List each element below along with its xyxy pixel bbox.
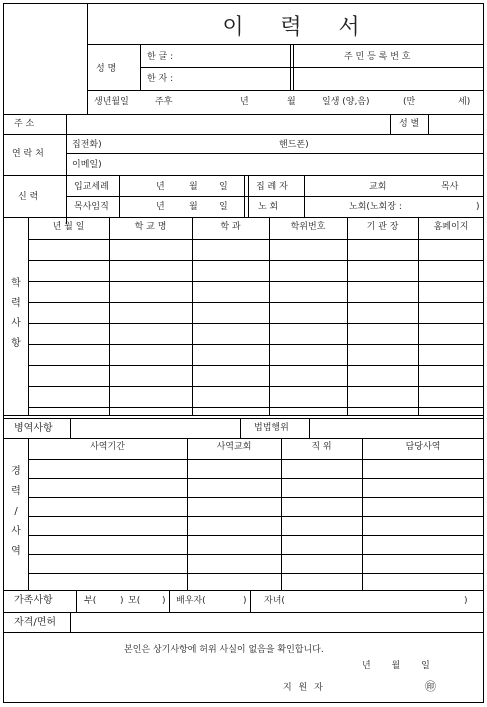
spouse-close: ) bbox=[243, 596, 247, 606]
footer-date: 년 월 일 bbox=[362, 661, 430, 671]
military-top-line-2 bbox=[4, 418, 484, 419]
email-label: 이메일) bbox=[72, 160, 102, 170]
education-top-line bbox=[4, 217, 484, 218]
edu-col-line bbox=[192, 217, 193, 415]
contact-row-divider bbox=[66, 153, 484, 154]
career-header-3: 담당사역 bbox=[405, 442, 441, 452]
career-label-1: 경 bbox=[11, 466, 21, 477]
career-row-line bbox=[28, 554, 484, 555]
edu-row-line bbox=[28, 281, 484, 282]
title-char-1: 이 bbox=[222, 15, 244, 40]
children-close: ) bbox=[464, 596, 468, 606]
church-label: 교회 bbox=[369, 182, 387, 192]
birth-age-open: (만 bbox=[403, 97, 416, 107]
confirmation-statement: 본인은 상기사항에 허위 사실이 없음을 확인합니다. bbox=[124, 645, 324, 655]
military-top-line bbox=[4, 415, 484, 416]
edu-row-line bbox=[28, 344, 484, 345]
children-divider bbox=[250, 590, 251, 612]
birth-zodiac: 주후 bbox=[155, 97, 173, 107]
career-header-0: 사역기간 bbox=[90, 442, 125, 452]
legal-label: 법법행위 bbox=[254, 423, 289, 433]
edu-row-line bbox=[28, 365, 484, 366]
career-col-line bbox=[187, 438, 188, 590]
presbytery-close: ) bbox=[476, 202, 480, 212]
career-col-line bbox=[362, 438, 363, 590]
name-label: 성 명 bbox=[96, 64, 117, 74]
address-label: 주 소 bbox=[14, 119, 35, 129]
career-label-2: 력 bbox=[11, 486, 21, 497]
edu-row-line bbox=[28, 323, 484, 324]
edu-col-line bbox=[418, 217, 419, 415]
mobile-label: 핸드폰) bbox=[279, 140, 309, 150]
resident-divider-2 bbox=[293, 44, 294, 90]
career-col-line bbox=[281, 438, 282, 590]
gender-input[interactable] bbox=[432, 118, 480, 132]
edu-label-4: 항 bbox=[11, 338, 21, 349]
birth-day-type: 일생 (양,음) bbox=[322, 97, 370, 107]
career-top-line bbox=[4, 438, 484, 439]
ordination-month: 월 bbox=[189, 202, 198, 212]
edu-col-line bbox=[269, 217, 270, 415]
page-title bbox=[204, 10, 378, 41]
gender-divider-right bbox=[428, 114, 429, 134]
career-header-1: 사역교회 bbox=[216, 442, 252, 452]
career-row-line bbox=[28, 573, 484, 574]
resident-no-label: 주 민 등 록 번 호 bbox=[344, 52, 411, 62]
career-row-line bbox=[28, 516, 484, 517]
edu-row-line bbox=[28, 239, 484, 240]
license-top-line bbox=[4, 612, 484, 613]
resume-form bbox=[3, 3, 484, 703]
faith-row-divider bbox=[66, 196, 484, 197]
name-hangul-input[interactable] bbox=[184, 50, 284, 64]
title-char-2: 력 bbox=[280, 15, 302, 40]
edu-header-2: 학 과 bbox=[220, 222, 241, 232]
baptism-year: 년 bbox=[156, 182, 165, 192]
family-divider bbox=[76, 590, 77, 612]
career-row-line bbox=[28, 497, 484, 498]
career-row-line bbox=[28, 459, 484, 460]
gender-label: 성 별 bbox=[399, 119, 420, 129]
resident-no-input[interactable] bbox=[304, 72, 474, 86]
ordination-year: 년 bbox=[156, 202, 165, 212]
baptism-month: 월 bbox=[189, 182, 198, 192]
legal-input[interactable] bbox=[314, 421, 479, 435]
license-label: 자격/면허 bbox=[14, 617, 57, 628]
edu-row-line bbox=[28, 302, 484, 303]
resident-divider bbox=[290, 44, 291, 90]
footer-top-line bbox=[4, 632, 484, 633]
edu-col-line bbox=[347, 217, 348, 415]
legal-divider-left bbox=[240, 418, 241, 438]
spouse-label: 배우자( bbox=[176, 596, 206, 606]
license-divider bbox=[70, 612, 71, 632]
military-divider bbox=[70, 418, 71, 438]
birth-month: 월 bbox=[287, 97, 296, 107]
birth-year: 년 bbox=[240, 97, 249, 107]
license-input[interactable] bbox=[76, 615, 476, 629]
photo-box-border bbox=[87, 4, 88, 114]
father-label: 부( bbox=[84, 596, 97, 606]
career-label-3: / bbox=[14, 506, 18, 517]
pastor-ordination-label: 목사임직 bbox=[74, 202, 109, 212]
military-input[interactable] bbox=[74, 421, 234, 435]
children-label: 자녀( bbox=[264, 596, 285, 606]
contact-label: 연 락 처 bbox=[12, 149, 44, 159]
edu-header-1: 학 교 명 bbox=[134, 222, 167, 232]
edu-col-line bbox=[109, 217, 110, 415]
edu-header-5: 홈페이지 bbox=[433, 222, 469, 232]
legal-divider-right bbox=[309, 418, 310, 438]
contact-top-line bbox=[4, 134, 484, 135]
seal-mark: ㊞ bbox=[425, 680, 436, 693]
title-char-3: 서 bbox=[338, 15, 360, 40]
presbytery-field: 노회(노회장 : bbox=[349, 202, 402, 212]
label-col-divider bbox=[66, 114, 67, 224]
edu-label-1: 학 bbox=[11, 278, 21, 289]
title-divider bbox=[87, 44, 484, 45]
edu-header-3: 학위번호 bbox=[290, 222, 326, 232]
edu-header-4: 기 관 장 bbox=[366, 222, 399, 232]
career-label-4: 사 bbox=[11, 526, 21, 537]
edu-row-line bbox=[28, 386, 484, 387]
ordination-day: 일 bbox=[219, 202, 228, 212]
birth-top-line bbox=[87, 90, 484, 91]
mother-label: 모( bbox=[128, 596, 141, 606]
hanja-label: 한 자 : bbox=[147, 74, 174, 84]
officiant-label: 집 례 자 bbox=[256, 182, 288, 192]
name-row-divider bbox=[140, 67, 484, 68]
father-close: ) bbox=[120, 596, 124, 606]
spouse-divider bbox=[169, 590, 170, 612]
applicant-label: 지 원 자 bbox=[283, 683, 323, 693]
edu-row-line bbox=[28, 407, 484, 408]
edu-label-2: 력 bbox=[11, 298, 21, 309]
faith-label: 신 력 bbox=[18, 192, 39, 202]
military-label: 병역사항 bbox=[14, 423, 53, 434]
career-row-line bbox=[28, 478, 484, 479]
name-hanja-input[interactable] bbox=[184, 72, 284, 86]
career-row-line bbox=[28, 535, 484, 536]
education-label bbox=[8, 274, 24, 354]
baptism-label: 입교세례 bbox=[74, 182, 109, 192]
edu-label-3: 사 bbox=[11, 318, 21, 329]
pastor-label: 목사 bbox=[441, 182, 459, 192]
home-phone-label: 집전화) bbox=[72, 140, 102, 150]
address-input[interactable] bbox=[72, 118, 382, 132]
career-label-5: 역 bbox=[11, 546, 21, 557]
address-top-line bbox=[4, 114, 484, 115]
edu-row-line bbox=[28, 260, 484, 261]
family-label: 가족사항 bbox=[14, 595, 53, 606]
birth-age-close: 세) bbox=[458, 97, 471, 107]
career-header-2: 직 위 bbox=[311, 442, 332, 452]
presbytery-label: 노 회 bbox=[258, 202, 279, 212]
mother-close: ) bbox=[162, 596, 166, 606]
baptism-day: 일 bbox=[219, 182, 228, 192]
career-label bbox=[8, 462, 24, 562]
gender-divider-left bbox=[390, 114, 391, 134]
career-label-divider bbox=[28, 438, 29, 590]
hangul-label: 한 글 : bbox=[147, 52, 174, 62]
birth-label: 생년월일 bbox=[94, 97, 129, 107]
edu-header-0: 년 월 일 bbox=[52, 222, 85, 232]
